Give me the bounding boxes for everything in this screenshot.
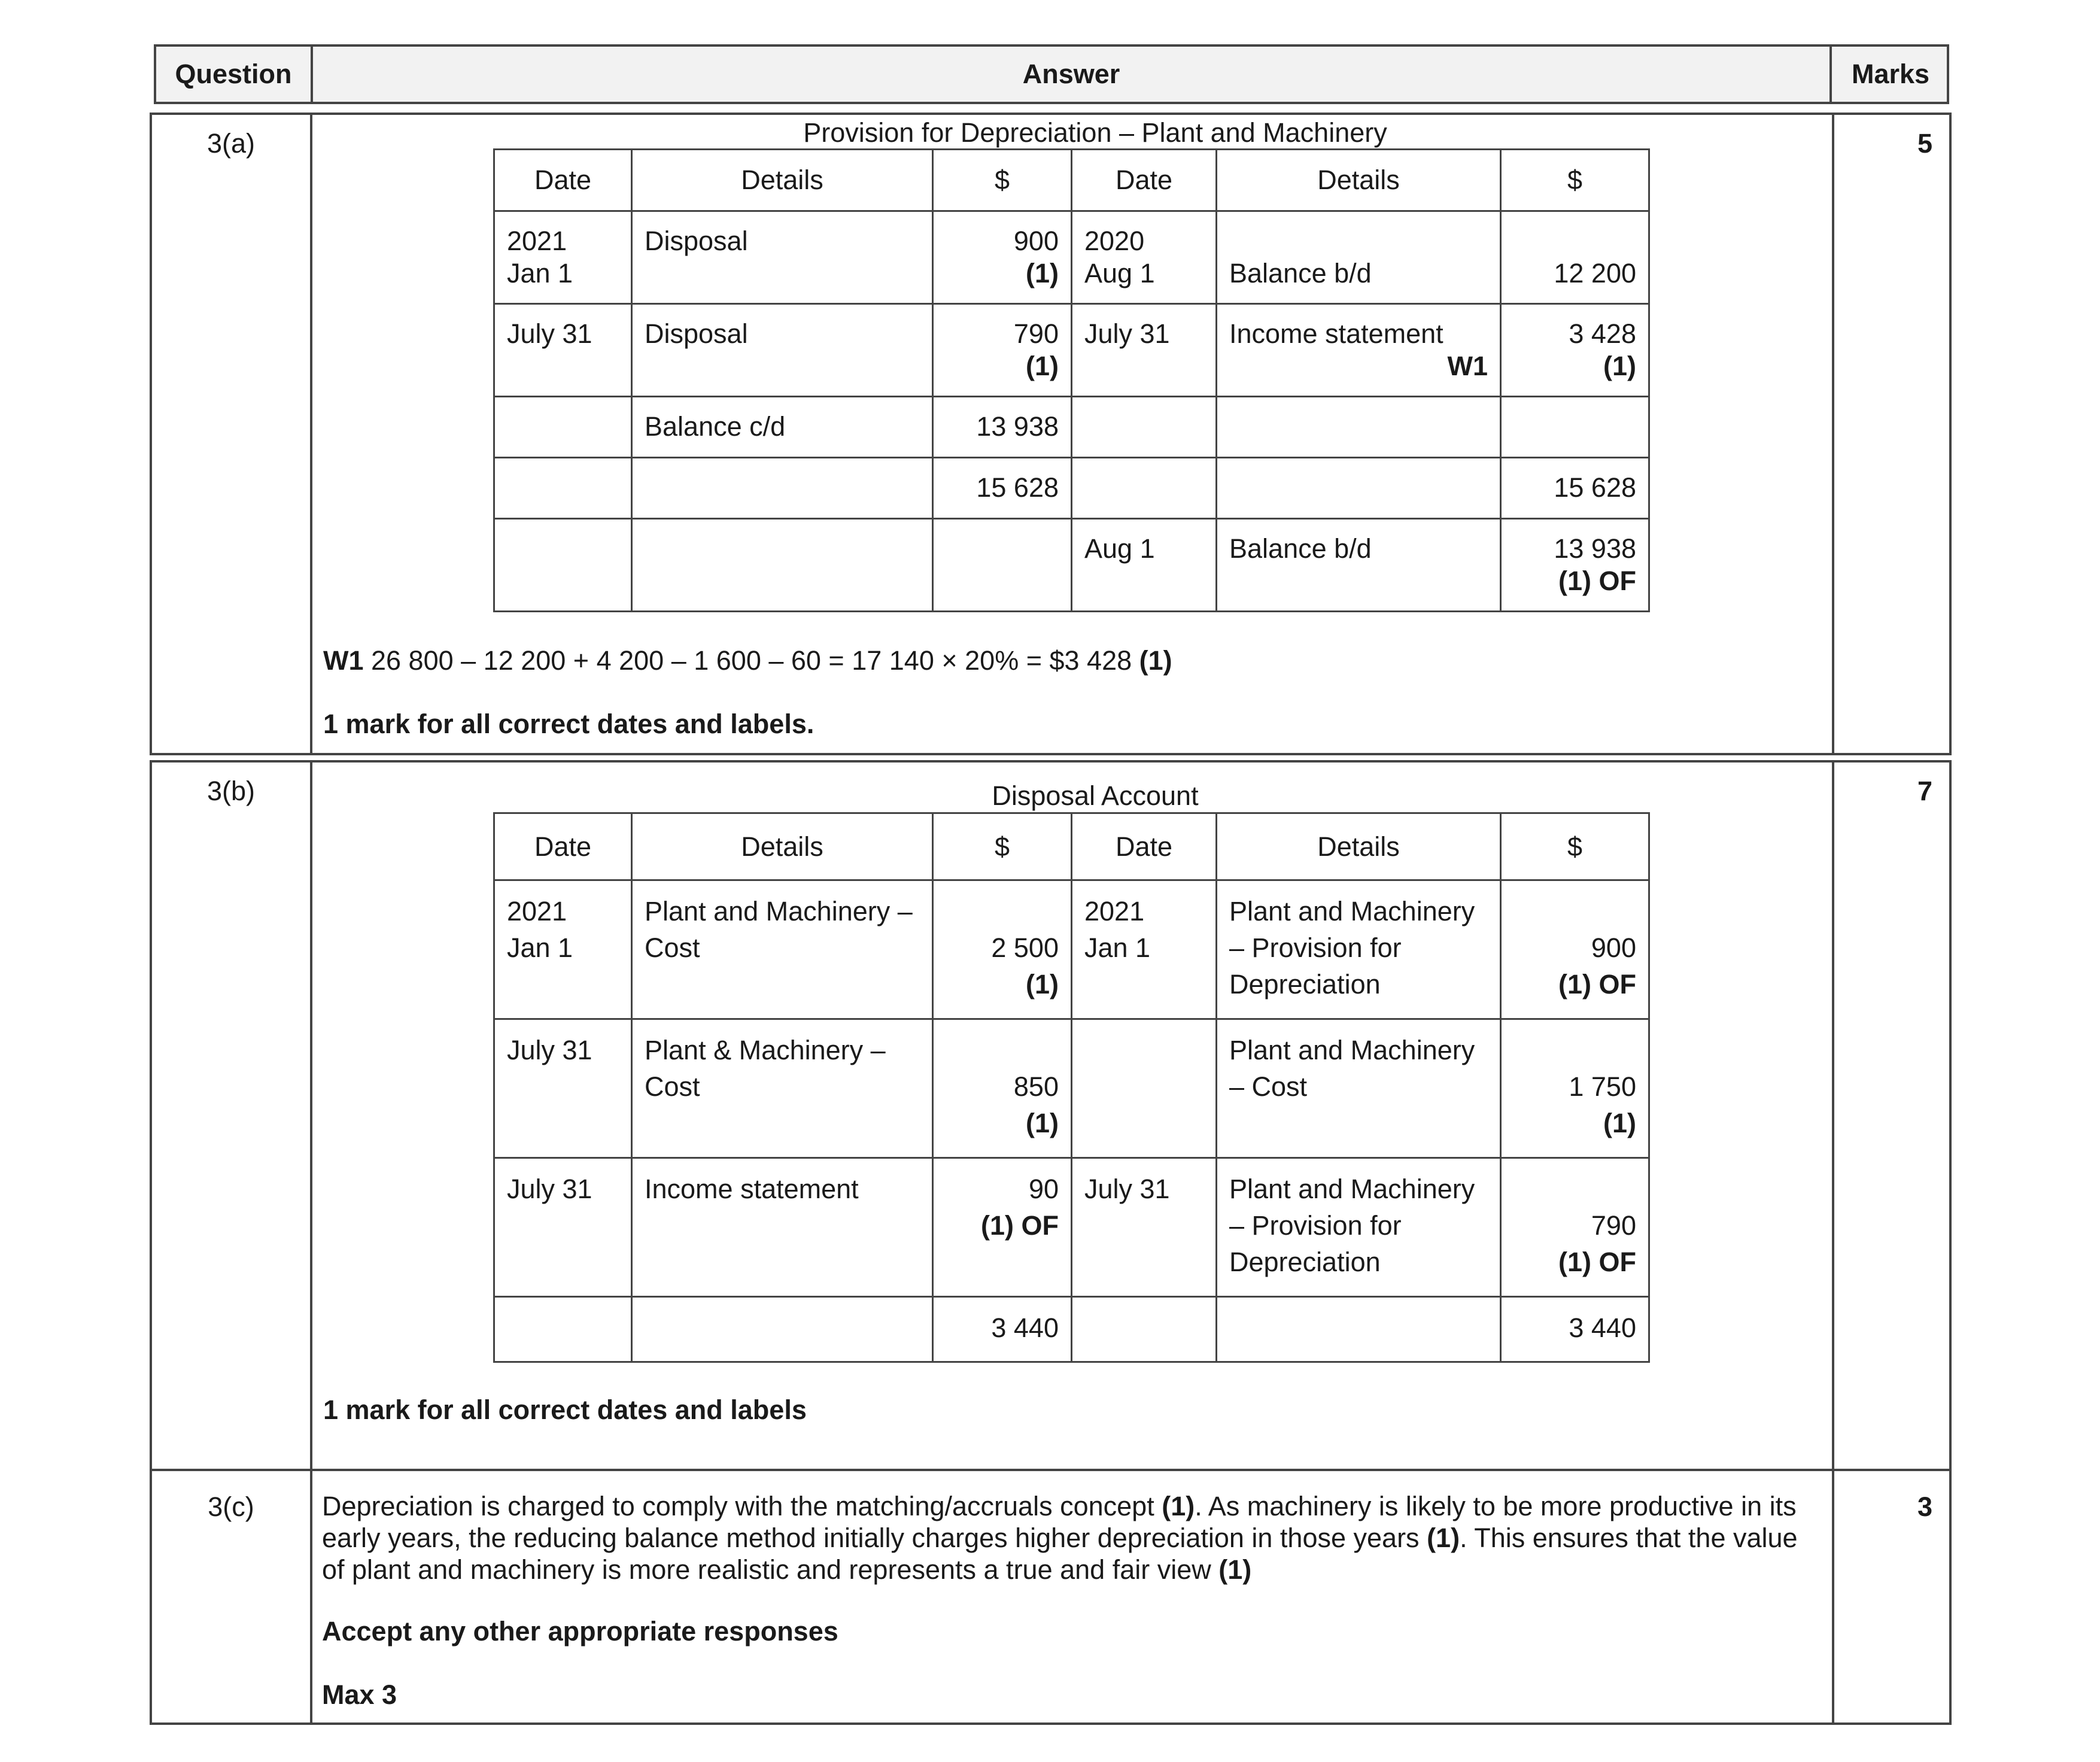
header-answer: Answer <box>313 47 1832 102</box>
col-details: Details <box>1217 150 1501 211</box>
ledger-table-provision <box>493 148 1650 612</box>
table-row: 2021 Jan 1 Disposal 900 (1) 2020 Aug 1 Balance b/d 12 200 <box>494 211 1649 304</box>
question-number: 3(c) <box>208 1491 254 1522</box>
table-row: 2021 Jan 1 Plant and Machinery – Cost 2 500 (1) 2021 Jan 1 Plant and Machinery – Provision for Depreciation 900 (1) OF <box>494 880 1649 1019</box>
marking-note: 1 mark for all correct dates and labels <box>323 1395 807 1425</box>
col-details: Details <box>632 150 933 211</box>
ledger-table-disposal <box>493 812 1650 1363</box>
col-date: Date <box>494 813 632 880</box>
col-amount: $ <box>1501 813 1649 880</box>
col-date: Date <box>1072 150 1217 211</box>
table-header <box>154 44 1949 104</box>
col-amount: $ <box>933 813 1072 880</box>
table-row: Aug 1 Balance b/d 13 938 (1) OF <box>494 519 1649 612</box>
table-row: July 31 Disposal 790 (1) July 31 Income statement W1 3 428 (1) <box>494 304 1649 397</box>
header-question: Question <box>156 47 313 102</box>
table-row: July 31 Plant & Machinery – Cost 850 (1) Plant and Machinery – Cost 1 750 (1) <box>494 1019 1649 1158</box>
question-number: 3(a) <box>206 128 256 159</box>
accept-note: Accept any other appropriate responses <box>322 1616 838 1646</box>
col-amount: $ <box>933 150 1072 211</box>
table-row-totals: 3 440 3 440 <box>494 1297 1649 1362</box>
question-marks: 3 <box>1917 1491 1932 1522</box>
ledger-header-row <box>494 813 1649 880</box>
answer-paragraph: Depreciation is charged to comply with the matching/accruals concept (1). As machinery is likely to be more productive in its early years, the reducing balance method initially charges higher depreciation in those years (1). This ensures that the value of plant and machinery is more realistic and represents a true and fair view (1) <box>322 1491 1798 1585</box>
col-date: Date <box>1072 813 1217 880</box>
col-details: Details <box>1217 813 1501 880</box>
col-details: Details <box>632 813 933 880</box>
table-row: July 31 Income statement 90 (1) OF July 31 Plant and Machinery – Provision for Depreciation 790 (1) OF <box>494 1158 1649 1297</box>
col-date: Date <box>494 150 632 211</box>
max-note: Max 3 <box>322 1679 397 1710</box>
table-row-totals: 15 628 15 628 <box>494 458 1649 519</box>
question-number: 3(b) <box>206 776 256 806</box>
marking-note: 1 mark for all correct dates and labels. <box>323 709 815 739</box>
col-amount: $ <box>1501 150 1649 211</box>
question-marks: 7 <box>1917 776 1932 806</box>
working-w1: W1 26 800 – 12 200 + 4 200 – 1 600 – 60 = 17 140 × 20% = $3 428 (1) <box>323 645 1172 676</box>
account-title: Provision for Depreciation – Plant and Machinery <box>803 117 1387 148</box>
header-marks: Marks <box>1851 59 1930 89</box>
account-title: Disposal Account <box>992 780 1199 811</box>
table-row: Balance c/d 13 938 <box>494 397 1649 458</box>
ledger-header-row <box>494 150 1649 211</box>
question-marks: 5 <box>1917 128 1932 159</box>
